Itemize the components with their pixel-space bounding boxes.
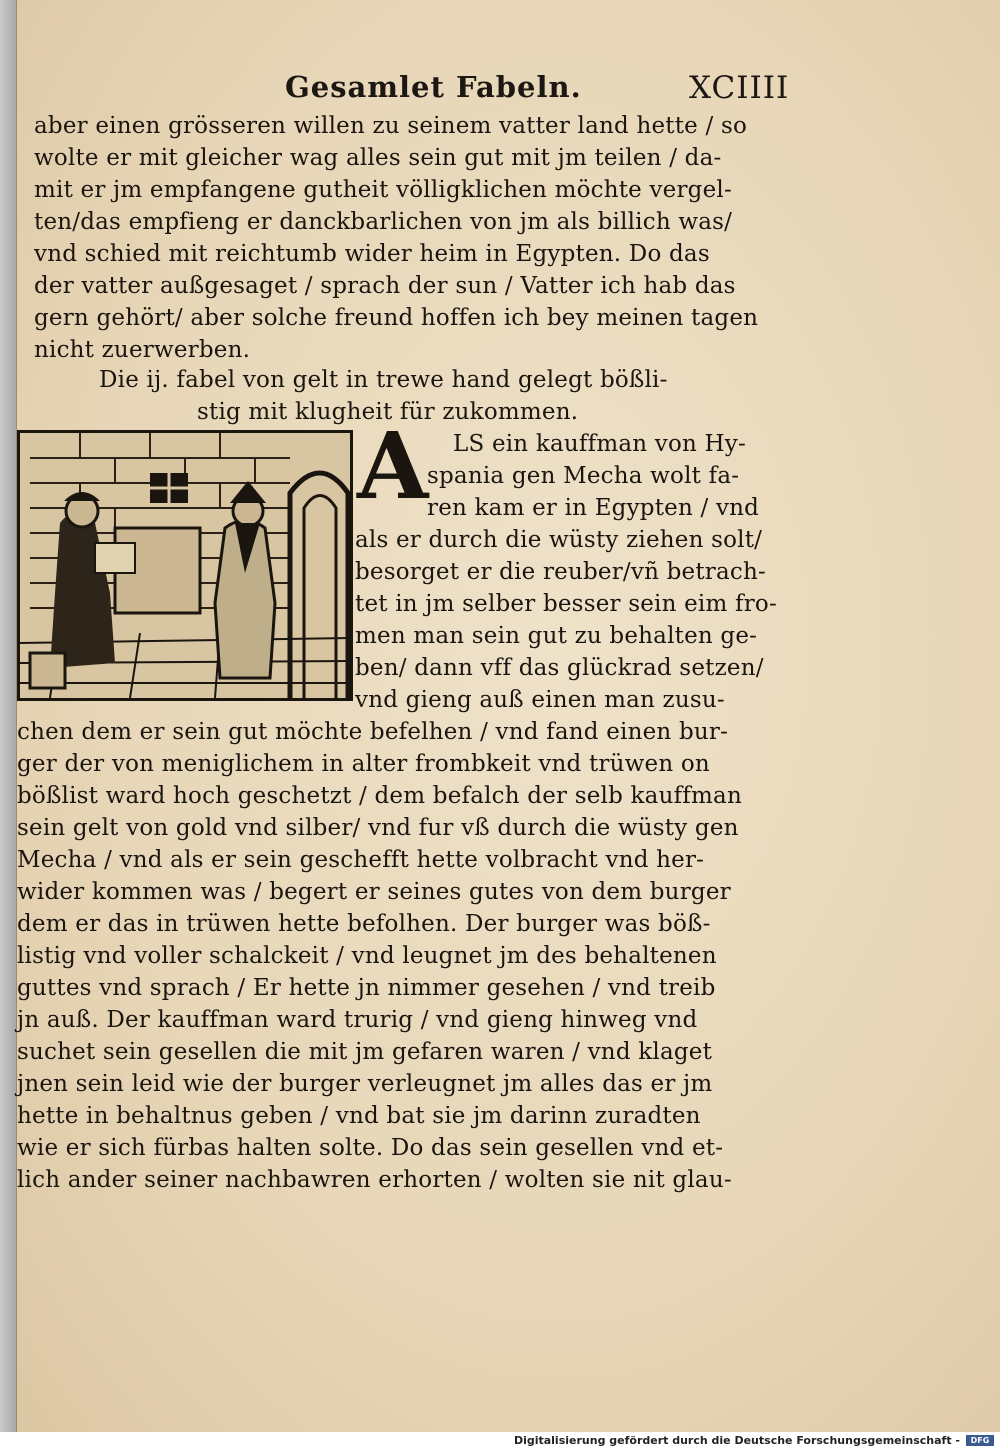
text-line: tet in jm selber besser sein eim fro- <box>355 591 777 617</box>
text-line: dem er das in trüwen hette befolhen. Der burger was böß- <box>17 911 711 937</box>
text-line: spania gen Mecha wolt fa- <box>427 463 740 489</box>
text-line: ten/das empfieng er danckbarlichen von jm als billich was/ <box>34 209 733 235</box>
fable-heading-line: stig mit klugheit für zukommen. <box>197 399 579 425</box>
text-line: ger der von meniglichem in alter frombkeit vnd trüwen on <box>17 751 710 777</box>
text-line: jn auß. Der kauffman ward trurig / vnd gieng hinweg vnd <box>17 1007 698 1033</box>
woodcut-illustration <box>17 430 353 701</box>
text-line: sein gelt von gold vnd silber/ vnd fur vß durch die wüsty gen <box>17 815 739 841</box>
text-line: wider kommen was / begert er seines gutes von dem burger <box>17 879 731 905</box>
text-line: LS ein kauffman von Hy- <box>453 431 746 457</box>
running-title: Gesamlet Fabeln. <box>285 70 582 104</box>
book-binding-edge <box>0 0 16 1432</box>
text-line: wolte er mit gleicher wag alles sein gut mit jm teilen / da- <box>34 145 722 171</box>
text-line: lich ander seiner nachbawren erhorten / wolten sie nit glau- <box>17 1167 732 1193</box>
text-line: Mecha / vnd als er sein geschefft hette volbracht vnd her- <box>17 847 705 873</box>
text-line: vnd gieng auß einen man zusu- <box>355 687 725 713</box>
drop-cap-initial: A <box>357 412 429 520</box>
text-line: mit er jm empfangene gutheit völligklichen möchte vergel- <box>34 177 732 203</box>
text-line: hette in behaltnus geben / vnd bat sie jm darinn zuradten <box>17 1103 701 1129</box>
text-line: nicht zuerwerben. <box>34 337 251 363</box>
dfg-logo-icon: DFG <box>966 1435 994 1446</box>
text-line: wie er sich fürbas halten solte. Do das sein gesellen vnd et- <box>17 1135 724 1161</box>
text-line: aber einen grösseren willen zu seinem vatter land hette / so <box>34 113 747 139</box>
text-line: men man sein gut zu behalten ge- <box>355 623 758 649</box>
text-line: als er durch die wüsty ziehen solt/ <box>355 527 763 553</box>
text-line: gern gehört/ aber solche freund hoffen ich bey meinen tagen <box>34 305 759 331</box>
folio-number: XCIIII <box>689 70 790 106</box>
text-line: suchet sein gesellen die mit jm gefaren waren / vnd klaget <box>17 1039 713 1065</box>
funding-notice: Digitalisierung gefördert durch die Deutsche Forschungsgemeinschaft - <box>513 1434 960 1447</box>
text-line: besorget er die reuber/vñ betrach- <box>355 559 766 585</box>
text-line: vnd schied mit reichtumb wider heim in Egypten. Do das <box>34 241 710 267</box>
footer-bar <box>0 1432 1000 1450</box>
text-line: listig vnd voller schalckeit / vnd leugnet jm des behaltenen <box>17 943 717 969</box>
text-line: der vatter außgesaget / sprach der sun / Vatter ich hab das <box>34 273 736 299</box>
text-line: ben/ dann vff das glückrad setzen/ <box>355 655 764 681</box>
text-line: chen dem er sein gut möchte befelhen / vnd fand einen bur- <box>17 719 729 745</box>
text-line: guttes vnd sprach / Er hette jn nimmer gesehen / vnd treib <box>17 975 716 1001</box>
text-line: jnen sein leid wie der burger verleugnet jm alles das er jm <box>17 1071 713 1097</box>
book-page <box>16 0 1000 1432</box>
text-line: ren kam er in Egypten / vnd <box>427 495 760 521</box>
woodcut-scene <box>20 433 350 698</box>
text-line: bößlist ward hoch geschetzt / dem befalch der selb kauffman <box>17 783 742 809</box>
fable-heading-line: Die ij. fabel von gelt in trewe hand gelegt bößli- <box>99 367 668 393</box>
